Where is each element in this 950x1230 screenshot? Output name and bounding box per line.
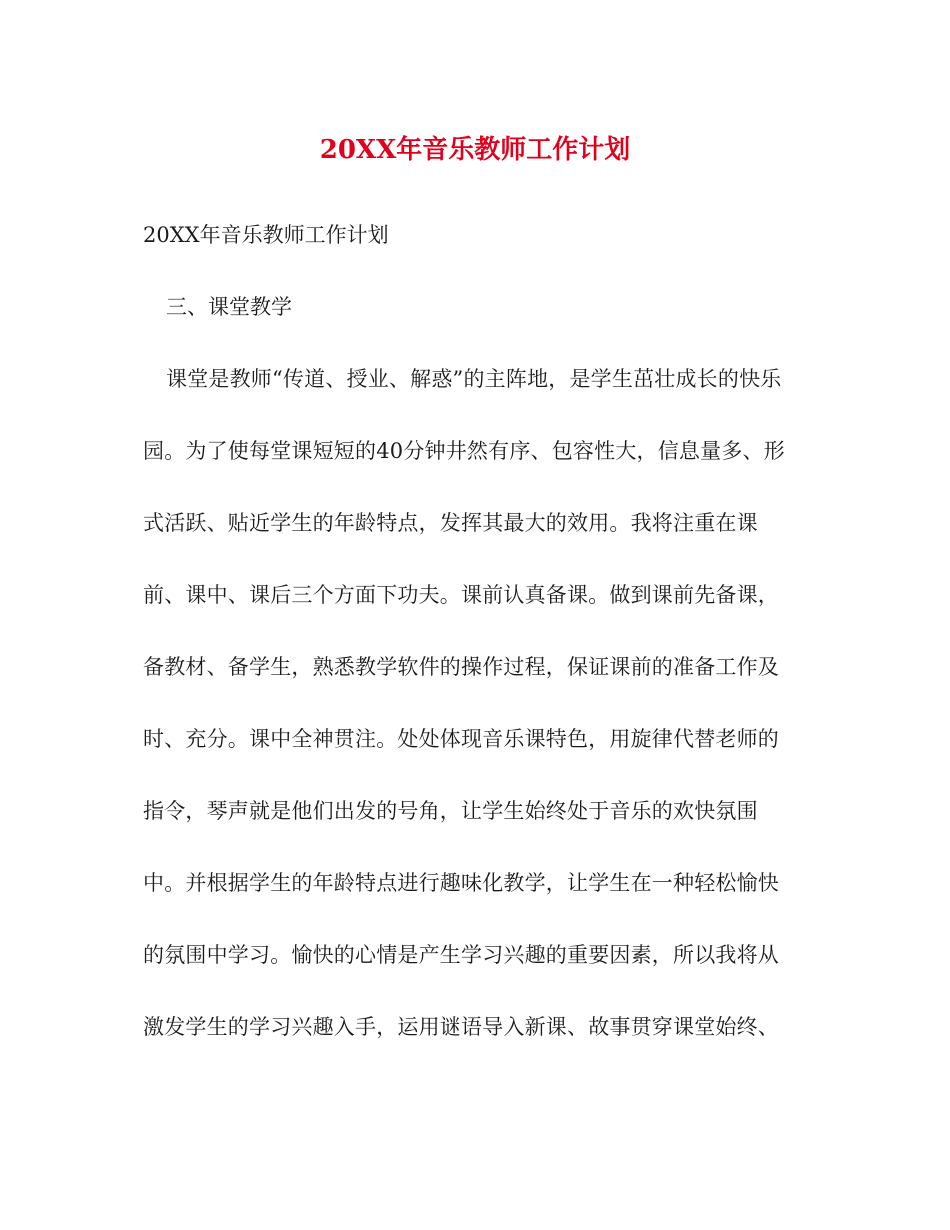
section-heading: 三、课堂教学 — [166, 295, 292, 319]
body-line: 激发学生的学习兴趣入手，运用谜语导入新课、故事贯穿课堂始终、 — [143, 1015, 779, 1039]
body-line: 课堂是教师“传道、授业、解惑”的主阵地，是学生茁壮成长的快乐 — [166, 367, 782, 391]
body-line: 的氛围中学习。愉快的心情是产生学习兴趣的重要因素，所以我将从 — [143, 943, 779, 967]
body-line: 时、充分。课中全神贯注。处处体现音乐课特色，用旋律代替老师的 — [143, 727, 779, 751]
body-line: 指令，琴声就是他们出发的号角，让学生始终处于音乐的欢快氛围 — [143, 799, 758, 823]
body-paragraph — [143, 361, 823, 1081]
document-title: 20XX年音乐教师工作计划 — [319, 135, 631, 165]
document-subtitle: 20XX年音乐教师工作计划 — [143, 223, 389, 247]
body-line: 备教材、备学生，熟悉教学软件的操作过程，保证课前的准备工作及 — [143, 655, 779, 679]
body-line: 前、课中、课后三个方面下功夫。课前认真备课。做到课前先备课， — [143, 583, 779, 607]
body-line: 中。并根据学生的年龄特点进行趣味化教学，让学生在一种轻松愉快 — [143, 871, 779, 895]
body-line: 园。为了使每堂课短短的40分钟井然有序、包容性大，信息量多、形 — [143, 439, 785, 463]
body-line: 式活跃、贴近学生的年龄特点，发挥其最大的效用。我将注重在课 — [143, 511, 758, 535]
